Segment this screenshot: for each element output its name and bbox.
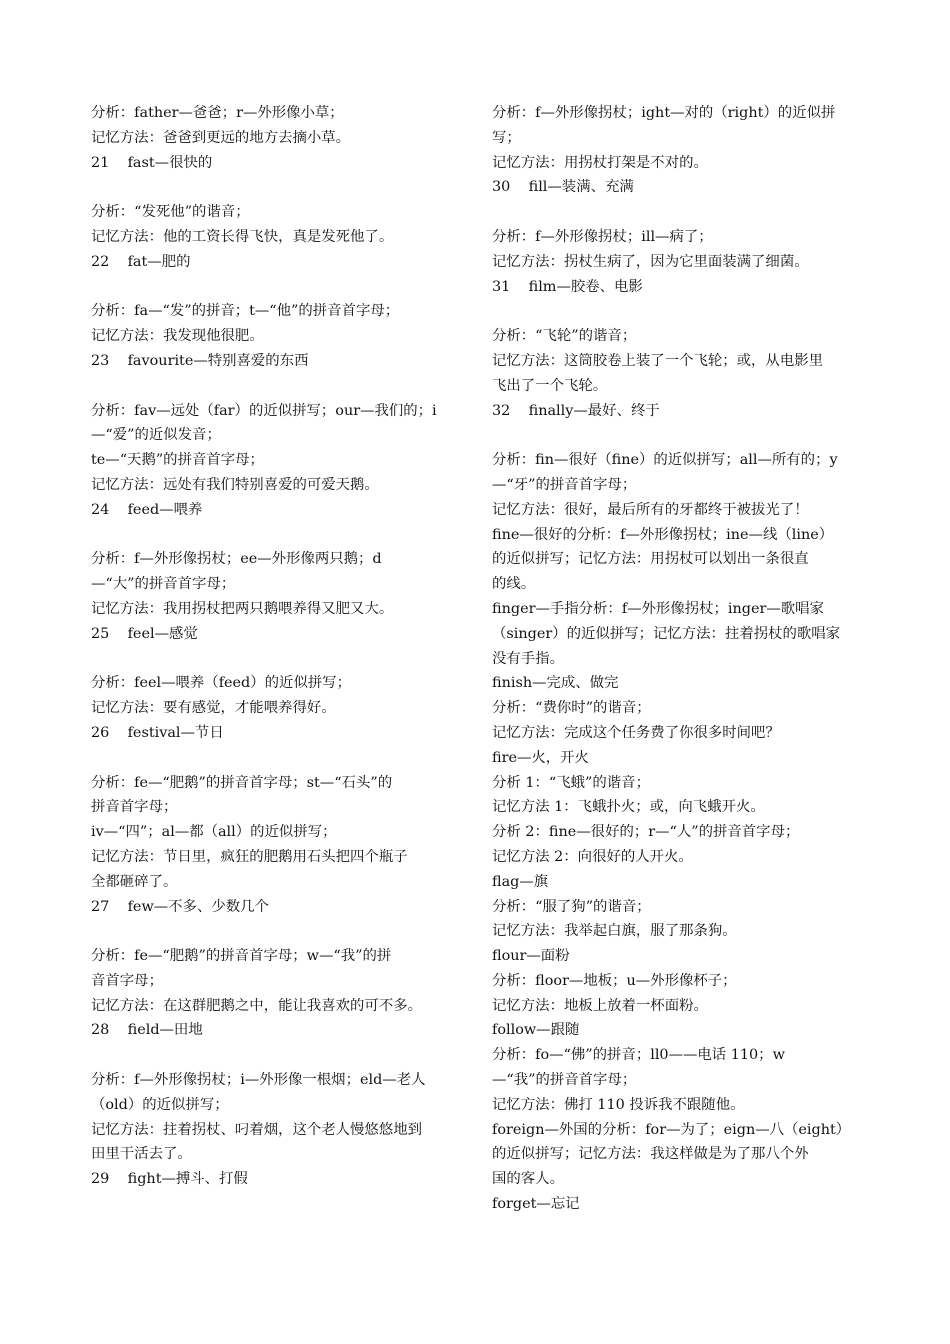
left-text-column (91, 101, 461, 1192)
left-column-line: —“大”的拼音首字母； (91, 576, 236, 593)
left-column-line: 田里干活去了。 (91, 1146, 192, 1163)
right-column-line: finish—完成、做完 (492, 675, 619, 692)
right-column-line: follow—跟随 (492, 1022, 580, 1039)
right-column-line: 记忆方法 2：向很好的人开火。 (492, 848, 693, 865)
right-column-line: 分析 1：“飞蛾”的谐音； (492, 774, 650, 791)
right-column-line: 分析：fo—“佛”的拼音；ll0——电话 110；w (492, 1047, 785, 1064)
left-column-line: 记忆方法：在这群肥鹅之中，能让我喜欢的可不多。 (91, 997, 422, 1014)
right-column-line: 飞出了一个飞轮。 (492, 377, 608, 394)
right-column-line: 记忆方法：这筒胶卷上装了一个飞轮；或，从电影里 (492, 352, 823, 369)
left-column-line: 音首字母； (91, 972, 163, 989)
left-column-line (91, 647, 461, 672)
left-column-line: 记忆方法：节日里，疯狂的肥鹅用石头把四个瓶子 (91, 848, 408, 865)
left-column-line: 记忆方法：我用拐杖把两只鹅喂养得又肥又大。 (91, 600, 394, 617)
right-text-column (492, 101, 864, 1217)
right-column-line: 记忆方法：我举起白旗，服了那条狗。 (492, 923, 737, 940)
right-column-line: 分析：“服了狗”的谐音； (492, 898, 651, 915)
right-column-line: 记忆方法：用拐杖打架是不对的。 (492, 154, 708, 171)
right-column-line: 分析：“飞轮”的谐音； (492, 328, 637, 345)
left-column-line: （old）的近似拼写； (91, 1096, 229, 1113)
right-column-line: —“牙”的拼音首字母； (492, 476, 637, 493)
left-column-line (91, 746, 461, 771)
left-column-line: 23 favourite—特别喜爱的东西 (91, 352, 309, 369)
right-column-line: 30 fill—装满、充满 (492, 179, 634, 196)
right-column-line: flag—旗 (492, 873, 549, 890)
left-column-line: 27 few—不多、少数几个 (91, 898, 269, 915)
right-column-line: 记忆方法：完成这个任务费了你很多时间吧？ (492, 724, 780, 741)
left-column-line (91, 1043, 461, 1068)
right-column-line: 的近似拼写；记忆方法：用拐杖可以划出一条很直 (492, 551, 809, 568)
right-column-line: finger—手指分析：f—外形像拐杖；inger—歌唱家 (492, 600, 824, 617)
right-column-line: （singer）的近似拼写；记忆方法：拄着拐杖的歌唱家 (492, 625, 841, 642)
left-column-line: 29 fight—搏斗、打假 (91, 1171, 248, 1188)
right-column-line: 记忆方法：拐杖生病了，因为它里面装满了细菌。 (492, 253, 809, 270)
left-column-line: 分析：fav—远处（far）的近似拼写；our—我们的；i (91, 402, 437, 419)
right-column-line: fire—火，开火 (492, 749, 589, 766)
right-column-line: 的线。 (492, 576, 536, 593)
left-column-line: 记忆方法：爸爸到更远的地方去摘小草。 (91, 129, 351, 146)
left-column-line (91, 523, 461, 548)
left-column-line: 拼音首字母； (91, 799, 178, 816)
right-column-line (492, 200, 864, 225)
left-column-line: 分析：fa—“发”的拼音；t—“他”的拼音首字母； (91, 303, 400, 320)
right-column-line: 记忆方法：地板上放着一杯面粉。 (492, 997, 708, 1014)
right-column-line: 的近似拼写；记忆方法：我这样做是为了那八个外 (492, 1146, 809, 1163)
left-column-line: te—“天鹅”的拼音首字母； (91, 452, 264, 469)
left-column-line: iv—“四”；al—都（all）的近似拼写； (91, 824, 337, 841)
left-column-line: 28 field—田地 (91, 1022, 203, 1039)
right-column-line: 31 film—胶卷、电影 (492, 278, 643, 295)
right-column-line: foreign—外国的分析：for—为了；eign—八（eight） (492, 1121, 851, 1138)
right-column-line: 没有手指。 (492, 650, 564, 667)
right-column-line: forget—忘记 (492, 1196, 580, 1213)
right-column-line: 分析：“费你时”的谐音； (492, 700, 651, 717)
right-column-line: 分析：fin—很好（fine）的近似拼写；all—所有的；y (492, 452, 838, 469)
right-column-line: 记忆方法：佛打 110 投诉我不跟随他。 (492, 1096, 745, 1113)
right-column-line: 分析：f—外形像拐杖；ill—病了； (492, 228, 713, 245)
right-column-line: 记忆方法：很好，最后所有的牙都终于被拔光了！ (492, 501, 809, 518)
right-column-line: fine—很好的分析：f—外形像拐杖；ine—线（line） (492, 526, 834, 543)
right-column-line: 分析：f—外形像拐杖；ight—对的（right）的近似拼 (492, 105, 836, 121)
left-column-line: 分析：“发死他”的谐音； (91, 204, 250, 221)
right-column-line: —“我”的拼音首字母； (492, 1072, 637, 1089)
left-column-line: 分析：feel—喂养（feed）的近似拼写； (91, 675, 352, 692)
right-column-line (492, 299, 864, 324)
left-column-line: 22 fat—肥的 (91, 253, 191, 270)
left-column-line: 记忆方法：要有感觉，才能喂养得好。 (91, 700, 336, 717)
right-column-line: 32 finally—最好、终于 (492, 402, 660, 419)
left-column-line (91, 374, 461, 399)
left-column-line: 分析：f—外形像拐杖；ee—外形像两只鹅；d (91, 551, 382, 568)
left-column-line: 26 festival—节日 (91, 724, 224, 741)
right-column-line: 写； (492, 129, 521, 146)
left-column-line: 21 fast—很快的 (91, 154, 213, 171)
left-column-line: 记忆方法：我发现他很肥。 (91, 328, 264, 345)
left-column-line: 分析：father—爸爸；r—外形像小草； (91, 105, 344, 121)
left-column-line (91, 275, 461, 300)
right-column-line: flour—面粉 (492, 948, 570, 965)
right-column-line: 分析 2：fine—很好的；r—“人”的拼音首字母； (492, 824, 800, 841)
left-column-line (91, 919, 461, 944)
left-column-line: 记忆方法：远处有我们特别喜爱的可爱天鹅。 (91, 476, 379, 493)
left-column-line: 分析：fe—“肥鹅”的拼音首字母；st—“石头”的 (91, 774, 393, 791)
left-column-line: 分析：f—外形像拐杖；i—外形像一根烟；eld—老人 (91, 1072, 426, 1089)
left-column-line: 25 feel—感觉 (91, 625, 198, 642)
left-column-line: 记忆方法：他的工资长得飞快，真是发死他了。 (91, 228, 394, 245)
right-column-line: 国的客人。 (492, 1171, 564, 1188)
right-column-line (492, 423, 864, 448)
right-column-line: 分析：floor—地板；u—外形像杯子； (492, 972, 737, 989)
left-column-line: 全都砸碎了。 (91, 873, 178, 890)
left-column-line: 记忆方法：拄着拐杖、叼着烟，这个老人慢悠悠地到 (91, 1121, 422, 1138)
right-column-line: 记忆方法 1：飞蛾扑火；或，向飞蛾开火。 (492, 799, 765, 816)
left-column-line: 分析：fe—“肥鹅”的拼音首字母；w—“我”的拼 (91, 948, 392, 965)
left-column-line: —“爱”的近似发音； (91, 427, 221, 444)
left-column-line: 24 feed—喂养 (91, 501, 203, 518)
left-column-line (91, 175, 461, 200)
